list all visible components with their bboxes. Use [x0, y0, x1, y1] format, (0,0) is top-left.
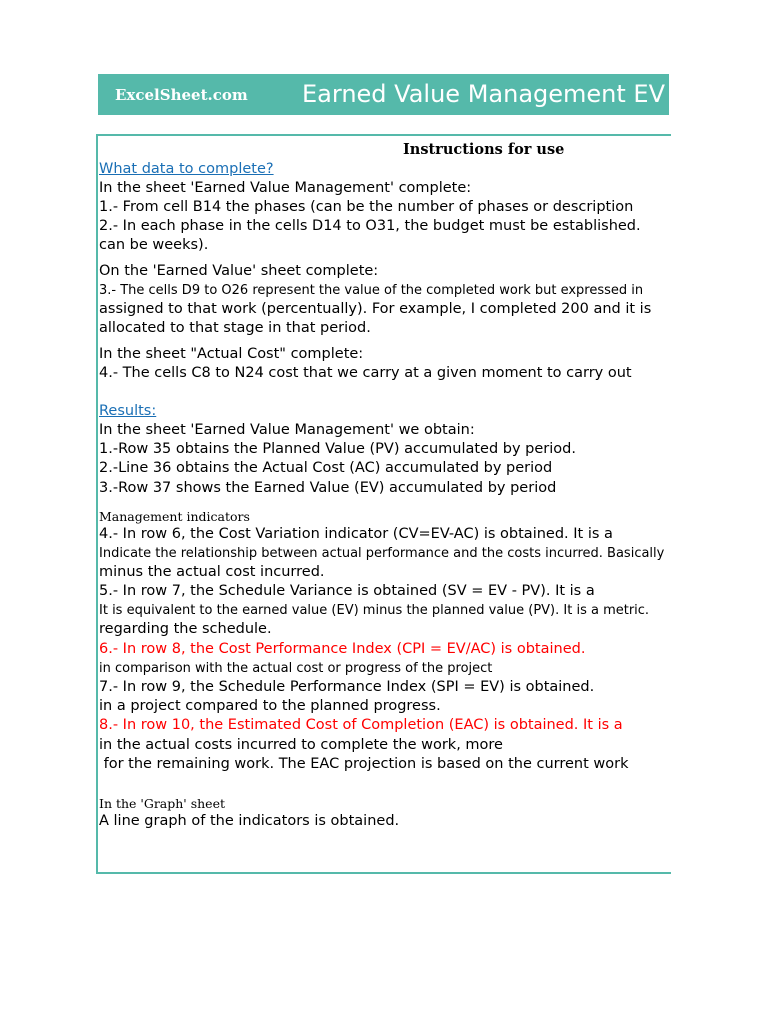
instruction-line: 4.- The cells C8 to N24 cost that we carry at a given moment to carry out [99, 365, 632, 381]
results-link[interactable] [99, 402, 184, 421]
indicator-line: regarding the schedule. [99, 621, 272, 637]
instruction-line: In the sheet "Actual Cost" complete: [99, 346, 364, 362]
instruction-line: can be weeks). [99, 237, 209, 253]
result-line: In the sheet 'Earned Value Management' we obtain: [99, 422, 475, 438]
indicator-line: in a project compared to the planned progress. [99, 698, 441, 714]
indicator-line: 5.- In row 7, the Schedule Variance is obtained (SV = EV - PV). It is a [99, 583, 595, 599]
indicator-line: in comparison with the actual cost or progress of the project [99, 661, 493, 676]
indicator-line-highlight: 8.- In row 10, the Estimated Cost of Completion (EAC) is obtained. It is a [99, 717, 623, 733]
instruction-line: allocated to that stage in that period. [99, 320, 371, 336]
result-line: 3.-Row 37 shows the Earned Value (EV) accumulated by period [99, 480, 557, 496]
instruction-line: 2.- In each phase in the cells D14 to O31, the budget must be established. [99, 218, 641, 234]
instruction-line: 3.- The cells D9 to O26 represent the value of the completed work but expressed in [99, 283, 644, 298]
indicator-line: for the remaining work. The EAC projection is based on the current work [99, 756, 629, 772]
header-banner [98, 74, 669, 115]
indicators-heading: Management indicators [99, 509, 250, 524]
indicator-line-highlight: 6.- In row 8, the Cost Performance Index (CPI = EV/AC) is obtained. [99, 641, 586, 657]
indicator-line: 7.- In row 9, the Schedule Performance Index (SPI = EV) is obtained. [99, 679, 595, 695]
graph-heading: In the 'Graph' sheet [99, 796, 226, 811]
indicator-line: minus the actual cost incurred. [99, 564, 325, 580]
results-link-label: Results: [99, 403, 157, 419]
instructions-heading: Instructions for use [403, 141, 565, 158]
instruction-line: 1.- From cell B14 the phases (can be the number of phases or description [99, 199, 634, 215]
result-line: 1.-Row 35 obtains the Planned Value (PV) accumulated by period. [99, 441, 576, 457]
indicator-line: in the actual costs incurred to complete the work, more [99, 737, 503, 753]
what-data-link[interactable]: What data to complete? [99, 161, 274, 177]
indicator-line: Indicate the relationship between actual performance and the costs incurred. Basically [99, 546, 665, 561]
page-title: Earned Value Management EV [302, 80, 665, 108]
instruction-line: In the sheet 'Earned Value Management' complete: [99, 180, 472, 196]
result-line: 2.-Line 36 obtains the Actual Cost (AC) accumulated by period [99, 460, 553, 476]
brand-logo-text[interactable]: ExcelSheet.com [115, 86, 248, 104]
graph-line: A line graph of the indicators is obtained. [99, 813, 400, 829]
indicator-line: 4.- In row 6, the Cost Variation indicator (CV=EV-AC) is obtained. It is a [99, 526, 613, 542]
instruction-line: assigned to that work (percentually). For example, I completed 200 and it is [99, 301, 652, 317]
instruction-line: On the 'Earned Value' sheet complete: [99, 263, 379, 279]
indicator-line: It is equivalent to the earned value (EV) minus the planned value (PV). It is a metric. [99, 603, 650, 618]
